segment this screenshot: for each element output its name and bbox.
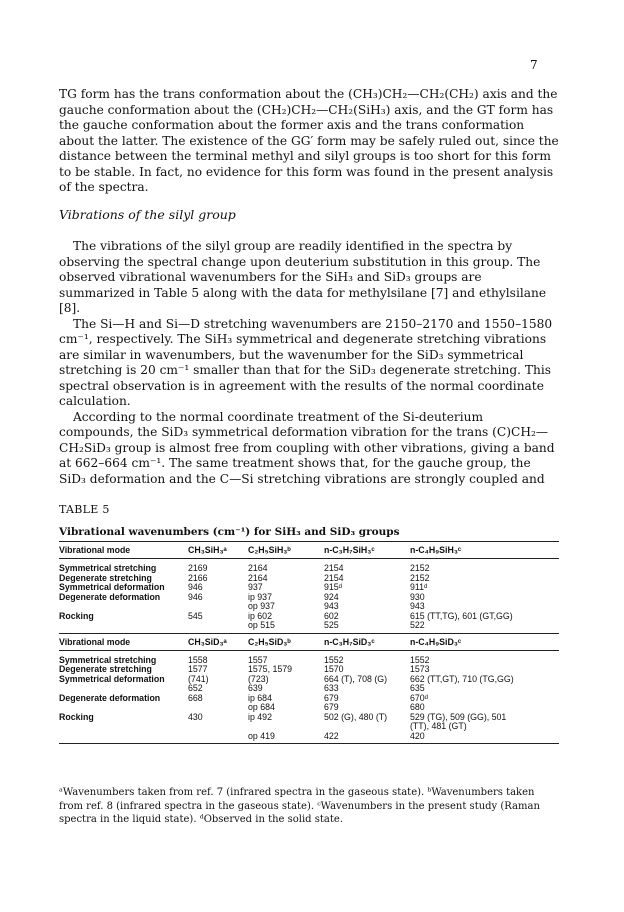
table-cell: 633: [324, 683, 339, 693]
table-cell: 420: [410, 730, 425, 741]
table-cell: 2169: [188, 563, 208, 573]
table-cell: 529 (TG), 509 (GG), 501: [410, 711, 507, 722]
section-heading: Vibrations of the silyl group: [59, 207, 236, 222]
table-cell: 602: [324, 610, 339, 621]
table-cell: 911ᵈ: [410, 582, 428, 592]
table-cell: op 515: [248, 620, 275, 630]
table-cell: 943: [324, 601, 339, 611]
table-cell: (723): [248, 673, 269, 684]
table-label: TABLE 5: [59, 503, 110, 516]
table-cell: 2152: [410, 572, 430, 583]
table-cell: 615 (TT,TG), 601 (GT,GG): [410, 610, 513, 621]
table-cell: 930: [410, 591, 425, 602]
table-rule: [59, 633, 559, 634]
table-cell: 668: [188, 692, 203, 703]
table-cell: op 419: [248, 730, 275, 741]
paragraph-text: The Si—H and Si—D stretching wavenumbers are 2150–2170 and 1550–1580 cm⁻¹, respectively. The SiH₃ symmetrical and degenerate stretching vibrations are similar in wavenumbers, but the wavenumber for the SiD₃ symmetrical stretching is 20 cm⁻¹ smaller than that for the SiD₃ degenerate stretching. This spectral observation is in agreement with the results of the normal coordinate calculation.: [59, 316, 553, 408]
table-cell: Symmetrical stretching: [59, 563, 157, 573]
table-cell: 639: [248, 683, 263, 693]
table-cell: 946: [188, 591, 203, 602]
table-cell: 662 (TT,GT), 710 (TG,GG): [410, 673, 514, 684]
table-cell: 1557: [248, 654, 268, 665]
table-cell: 2154: [324, 572, 344, 583]
table-cell: ip 492: [248, 711, 272, 722]
table-cell: (741): [188, 673, 209, 684]
table-cell: 679: [324, 702, 339, 712]
table-footnotes: ᵃWavenumbers taken from ref. 7 (infrared spectra in the gaseous state). ᵇWavenumbers taken from ref. 8 (infrared spectra in the gaseous state). ᶜWavenumbers in the present study (Raman spectra in the liquid state). ᵈObserved in the solid state.: [59, 787, 540, 825]
table-cell: ip 937: [248, 591, 272, 602]
table-cell: 937: [248, 582, 263, 592]
table-header-cell: Vibrational mode: [59, 636, 131, 647]
table-cell: Degenerate deformation: [59, 692, 161, 703]
table-cell: 680: [410, 702, 425, 712]
table-cell: 1558: [188, 654, 208, 665]
body-paragraphs: [59, 239, 559, 487]
table-cell: Symmetrical deformation: [59, 673, 165, 684]
table-cell: 664 (T), 708 (G): [324, 673, 388, 684]
table-caption: Vibrational wavenumbers (cm⁻¹) for SiH₃ and SiD₃ groups: [59, 526, 400, 538]
table-cell: 1573: [410, 664, 430, 674]
table-header-cell: n-C₄H₉SiD₃ᶜ: [410, 636, 462, 647]
body-paragraph-1: [59, 87, 559, 196]
table-cell: 1552: [324, 654, 344, 665]
table-cell: 635: [410, 683, 425, 693]
table-header-cell: Vibrational mode: [59, 545, 131, 555]
table-cell: 502 (G), 480 (T): [324, 711, 388, 722]
table-cell: 525: [324, 620, 339, 630]
page-number: 7: [530, 58, 538, 72]
table-cell: 652: [188, 683, 203, 693]
table-rule: [59, 650, 559, 651]
table-header-cell: C₂H₅SiD₃ᵇ: [248, 636, 291, 647]
table-cell: 1577: [188, 664, 208, 674]
table-header-cell: n-C₃H₇SiD₃ᶜ: [324, 636, 375, 647]
table-cell: 522: [410, 620, 425, 630]
table-cell: 2152: [410, 563, 430, 573]
table-header-cell: n-C₃H₇SiH₃ᶜ: [324, 545, 375, 555]
paragraph-text: According to the normal coordinate treatment of the Si-deuterium compounds, the SiD₃ symmetrical deformation vibration for the trans (C)CH₂—CH₂SiD₃ group is almost free from coupling with other vibrations, giving a band at 662–664 cm⁻¹. The same treatment shows that, for the gauche group, the SiD₃ deformation and the C—Si stretching vibrations are strongly coupled and: [59, 409, 555, 486]
table-cell: 430: [188, 711, 203, 722]
paragraph-text: The vibrations of the silyl group are readily identified in the spectra by observing the spectral change upon deuterium substitution in this group. The observed vibrational wavenumbers for the SiH₃ and SiD₃ groups are summarized in Table 5 along with the data for methylsilane [7] and ethylsilane [8].: [59, 239, 547, 315]
table-cell: 2166: [188, 572, 208, 583]
table-cell: ip 602: [248, 610, 272, 621]
table-cell: Rocking: [59, 610, 94, 621]
paragraph-text: TG form has the trans conformation about the (CH₃)CH₂—CH₂(CH₂) axis and the gauche conformation about the (CH₂)CH₂—CH₂(SiH₃) axis, and the GT form has the gauche conformation about the former axis and the trans conformation about the latter. The existence of the GG′ form may be safely ruled out, since the distance between the terminal methyl and silyl groups is too short for this form to be stable. In fact, no evidence for this form was found in the present analysis of the spectra.: [59, 87, 559, 194]
table-header-cell: CH₃SiD₃ᵃ: [188, 636, 227, 647]
table-cell: op 937: [248, 601, 275, 611]
table-cell: 545: [188, 610, 203, 621]
table-cell: 1570: [324, 664, 344, 674]
table-cell: 1575, 1579: [248, 664, 293, 674]
table-cell: ip 684: [248, 692, 272, 703]
table-cell: 670ᵈ: [410, 692, 428, 703]
table-cell: 422: [324, 730, 339, 741]
table-cell: 915ᵈ: [324, 582, 342, 592]
table-cell: 943: [410, 601, 425, 611]
table-cell: (TT), 481 (GT): [410, 721, 467, 731]
table-cell: Rocking: [59, 711, 94, 722]
table-cell: 924: [324, 591, 339, 602]
table-rule: [59, 558, 559, 559]
table-header-cell: CH₃SiH₃ᵃ: [188, 545, 227, 555]
table-cell: op 684: [248, 702, 275, 712]
table-rule: [59, 541, 559, 542]
table-cell: 2164: [248, 572, 268, 583]
table-cell: 946: [188, 582, 203, 592]
table-cell: 679: [324, 692, 339, 703]
table-cell: Degenerate stretching: [59, 664, 152, 674]
table-cell: Symmetrical deformation: [59, 582, 165, 592]
table-cell: Degenerate deformation: [59, 591, 161, 602]
table-header-cell: n-C₄H₉SiH₃ᶜ: [410, 545, 462, 555]
table-cell: Symmetrical stretching: [59, 654, 157, 665]
table-cell: Degenerate stretching: [59, 572, 152, 583]
table-cell: 2154: [324, 563, 344, 573]
table-rule: [59, 743, 559, 744]
table-cell: 1552: [410, 654, 430, 665]
table-header-cell: C₂H₅SiH₃ᵇ: [248, 545, 291, 555]
table-cell: 2164: [248, 563, 268, 573]
